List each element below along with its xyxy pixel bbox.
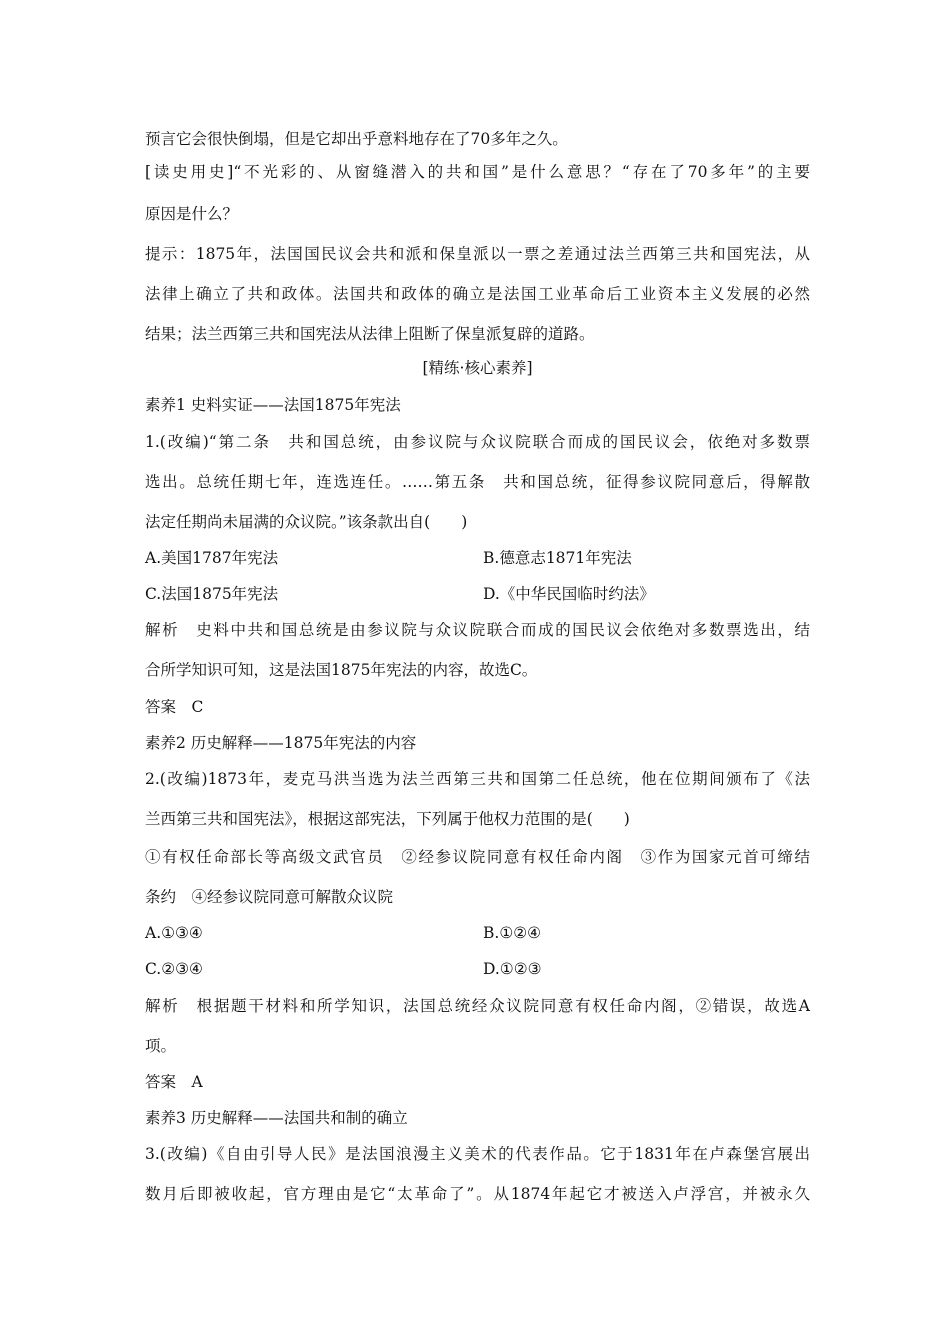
q2-stem-line: 兰西第三共和国宪法》，根据这部宪法，下列属于他权力范围的是( ) xyxy=(145,810,630,828)
q2-heading: 素养2 历史解释——1875年宪法的内容 xyxy=(145,734,417,752)
hint-line: 结果；法兰西第三共和国宪法从法律上阻断了保皇派复辟的道路。 xyxy=(145,325,595,343)
q1-answer: 答案 C xyxy=(145,698,204,716)
section-title: [精练·核心素养] xyxy=(422,359,533,377)
q2-items-line: ①有权任命部长等高级文武官员 ②经参议院同意有权任命内阁 ③作为国家元首可缔结 xyxy=(145,848,810,866)
q1-stem-line: 1.(改编)“第二条 共和国总统，由参议院与众议院联合而成的国民议会，依绝对多数票 xyxy=(145,433,810,451)
q1-analysis-line: 解析 史料中共和国总统是由参议院与众议院联合而成的国民议会依绝对多数票选出，结 xyxy=(145,621,810,639)
q1-option-b: B.德意志1871年宪法 xyxy=(483,549,632,567)
q1-option-a: A.美国1787年宪法 xyxy=(145,549,279,567)
q3-heading: 素养3 历史解释——法国共和制的确立 xyxy=(145,1109,408,1127)
read-history-line: 原因是什么？ xyxy=(145,205,239,223)
read-history-line: [读史用史]“不光彩的、从窗缝潜入的共和国”是什么意思？“存在了70多年”的主要 xyxy=(145,163,810,181)
q2-option-d: D.①②③ xyxy=(483,960,542,978)
q1-stem-line: 选出。总统任期七年，连选连任。……第五条 共和国总统，征得参议院同意后，得解散 xyxy=(145,473,810,491)
hint-line: 法律上确立了共和政体。法国共和政体的确立是法国工业革命后工业资本主义发展的必然 xyxy=(145,285,810,303)
q1-heading: 素养1 史料实证——法国1875年宪法 xyxy=(145,396,401,414)
q2-answer: 答案 A xyxy=(145,1073,203,1091)
q2-option-a: A.①③④ xyxy=(145,924,203,942)
q1-option-d: D.《中华民国临时约法》 xyxy=(483,585,655,603)
q2-analysis-line: 解析 根据题干材料和所学知识，法国总统经众议院同意有权任命内阁，②错误，故选A xyxy=(145,997,810,1015)
q1-option-c: C.法国1875年宪法 xyxy=(145,585,279,603)
q2-analysis-line: 项。 xyxy=(145,1037,177,1055)
hint-line: 提示：1875年，法国国民议会共和派和保皇派以一票之差通过法兰西第三共和国宪法，从 xyxy=(145,245,810,263)
q2-stem-line: 2.(改编)1873年，麦克马洪当选为法兰西第三共和国第二任总统，他在位期间颁布了《法 xyxy=(145,770,810,788)
q2-option-b: B.①②④ xyxy=(483,924,542,942)
q1-analysis-line: 合所学知识可知，这是法国1875年宪法的内容，故选C。 xyxy=(145,661,538,679)
intro-line: 预言它会很快倒塌，但是它却出乎意料地存在了70多年之久。 xyxy=(145,130,568,148)
q3-stem-line: 3.(改编)《自由引导人民》是法国浪漫主义美术的代表作品。它于1831年在卢森堡宫展出 xyxy=(145,1145,810,1163)
q2-option-c: C.②③④ xyxy=(145,960,203,978)
q1-stem-line: 法定任期尚未届满的众议院。”该条款出自( ) xyxy=(145,513,468,531)
q3-stem-line: 数月后即被收起，官方理由是它“太革命了”。从1874年起它才被送入卢浮宫，并被永久 xyxy=(145,1185,810,1203)
q2-items-line: 条约 ④经参议院同意可解散众议院 xyxy=(145,888,394,906)
